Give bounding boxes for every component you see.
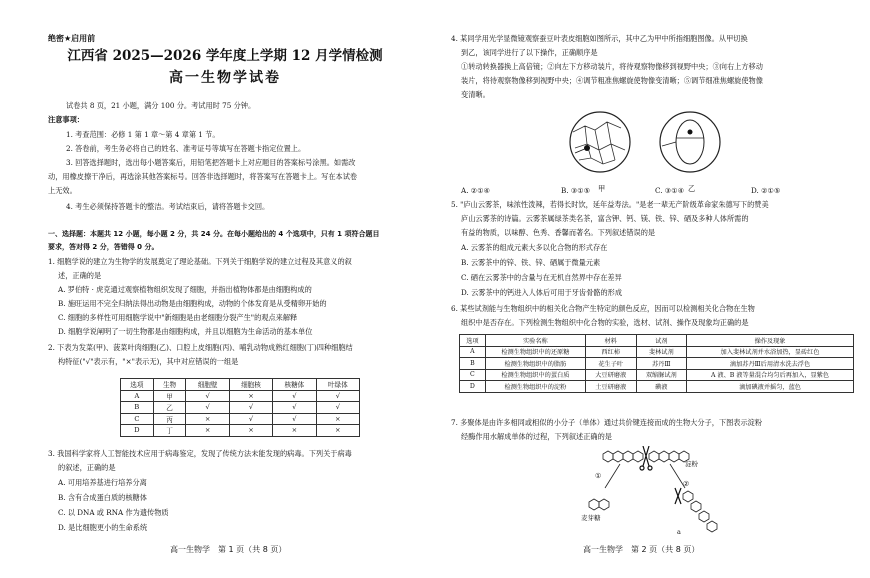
note-line: 4. 考生必须保持答题卡的整洁。考试结束后，请将答题卡交回。 <box>66 202 270 211</box>
table-cell: 乙 <box>153 402 186 414</box>
question-6-table <box>459 334 854 393</box>
question-1-stem: 1. 细胞学说的建立为生物学的发展奠定了理论基础。下列关于细胞学说的建立过程及其意义的叙 <box>48 257 352 266</box>
table-header: 试剂 <box>636 335 687 347</box>
table-cell: × <box>229 425 272 437</box>
table-cell: 滴加碘液并摇匀，蓝色 <box>687 381 854 393</box>
table-cell: 加入斐林试剂并水浴加热，显砖红色 <box>687 346 854 358</box>
figure-label-starch: 淀粉 <box>685 460 698 468</box>
question-3-stem: 3. 我国科学家将人工智能技术应用于病毒鉴定，发现了传统方法未能发现的病毒。下列关于病毒 <box>48 449 352 458</box>
table-cell: 土豆研磨液 <box>585 381 636 393</box>
table-cell: × <box>316 425 359 437</box>
question-6-stem: 组织中是否存在。下列检测生物组织中化合物的实验，选材、试剂、操作及现象均正确的是 <box>461 318 749 327</box>
secret-label: 绝密★启用前 <box>48 34 96 43</box>
table-cell: √ <box>229 402 272 414</box>
exam-info: 试卷共 8 页，21 小题，满分 100 分。考试用时 75 分钟。 <box>66 101 256 110</box>
table-cell: 检测生物组织中的淀粉 <box>485 381 585 393</box>
table-header: 材料 <box>585 335 636 347</box>
question-5-option-b: B. 云雾茶中的锌、铁、锌、硒属于微量元素 <box>461 258 601 267</box>
table-cell: 西红柿 <box>585 346 636 358</box>
table-cell: C <box>460 369 486 381</box>
table-row <box>460 358 854 370</box>
exam-subtitle: 高一生物学试卷 <box>169 70 281 86</box>
arrow-1 <box>605 464 620 488</box>
section-heading-cont: 要求，答对得 2 分，答错得 0 分。 <box>48 243 159 251</box>
question-1-option-d: D. 细胞学说阐明了一切生物都是由细胞构成，并且以细胞为生命活动的基本单位 <box>58 327 313 336</box>
question-7-stem: 经酶作用水解成单体的过程，下列叙述正确的是 <box>461 432 612 441</box>
question-6-stem: 6. 某些试剂能与生物组织中的相关化合物产生特定的颜色反应，因而可以检测相关化合物在生物 <box>451 304 755 313</box>
table-row <box>121 425 360 437</box>
figure-label-maltose: 麦芽糖 <box>581 514 601 522</box>
table-cell: B <box>460 358 486 370</box>
notes-heading: 注意事项： <box>48 115 84 124</box>
note-line: 上无效。 <box>48 186 77 195</box>
table-cell: √ <box>186 402 229 414</box>
table-row <box>121 390 360 402</box>
question-5-option-d: D. 云雾茶中的钙进入人体后可用于牙齿骨骼的形成 <box>461 288 623 297</box>
question-5-stem: 5. "庐山云雾茶，味浓性泼辣，若得长时饮，延年益寿法。"是老一辈无产阶级革命家朱德写下的赞美 <box>451 200 769 209</box>
question-4-stem: 4. 某同学用光学显微镜观察蚕豆叶表皮细胞如图所示，其中乙为甲中所指细胞图像。从甲切换 <box>451 34 748 43</box>
figure-label-1: ① <box>595 472 602 480</box>
table-cell: × <box>186 413 229 425</box>
question-4-stem: 装片，将待观察物像移到视野中央；④调节粗准焦螺旋使物像变清晰；⑤调节细准焦螺旋使物像 <box>461 76 763 85</box>
table-header: 生物 <box>153 379 186 391</box>
table-header: 操作及现象 <box>687 335 854 347</box>
maltose-units <box>589 491 717 532</box>
question-1-option-b: B. 施旺运用不完全归纳法得出动物是由细胞构成，动物的个体发育是从受精卵开始的 <box>58 299 327 308</box>
table-cell: 检测生物组织中的还原糖 <box>485 346 585 358</box>
question-4-option-a: A. ②①④ <box>461 186 491 195</box>
table-cell: × <box>186 425 229 437</box>
question-3-option-c: C. 以 DNA 或 RNA 作为遗传物质 <box>58 508 169 517</box>
note-line: 3. 回答选择题时，选出每小题答案后，用铅笔把答题卡上对应题目的答案标号涂黑。如需改 <box>66 158 356 167</box>
table-cell: D <box>460 381 486 393</box>
table-row <box>460 381 854 393</box>
page-footer: 高一生物学 第 1 页（共 8 页） <box>170 545 287 554</box>
field-of-view-jia <box>570 112 630 172</box>
question-5-stem: 有益的物质，以味醇、色秀、香馨而著名。下列叙述错误的是 <box>461 228 656 237</box>
scissors-icon <box>640 446 652 470</box>
table-header: 实验名称 <box>485 335 585 347</box>
question-7-stem: 7. 多聚体是由许多相同或相似的小分子（单体）通过共价键连接而成的生物大分子，下图表示淀粉 <box>451 418 763 427</box>
question-3-option-d: D. 是比细胞更小的生命系统 <box>58 523 148 532</box>
question-4-option-b: B. ③①⑤ <box>561 186 591 195</box>
question-5-option-c: C. 硒在云雾茶中的含量与在无机自然界中存在差异 <box>461 273 622 282</box>
question-2-table <box>120 378 360 437</box>
question-4-stem: 变清晰。 <box>461 90 490 99</box>
table-cell: √ <box>229 413 272 425</box>
question-5-stem: 庐山云雾茶的诗篇。云雾茶属绿茶类名茶，富含钾、钙、镁、铁、锌、硒及多种人体所需的 <box>461 214 749 223</box>
question-1-stem: 述，正确的是 <box>58 271 102 280</box>
table-cell: 花生子叶 <box>585 358 636 370</box>
question-2-stem: 构特征("√"表示有，"×"表示无)，其中对应错误的一组是 <box>58 357 239 366</box>
table-cell: × <box>316 413 359 425</box>
table-cell: 苏丹Ⅲ <box>636 358 687 370</box>
table-cell: √ <box>316 402 359 414</box>
field-of-view-yi <box>660 112 720 172</box>
table-header: 选项 <box>121 379 154 391</box>
exam-title: 江西省 2025—2026 学年度上学期 12 月学情检测 <box>67 48 383 64</box>
note-line: 1. 考查范围：必修 1 第 1 章～第 4 章第 1 节。 <box>66 130 220 139</box>
table-cell: A <box>121 390 154 402</box>
table-cell: √ <box>273 413 316 425</box>
table-cell: × <box>229 390 272 402</box>
question-4-option-c: C. ③①④ <box>655 186 685 195</box>
table-header: 选项 <box>460 335 486 347</box>
section-heading: 一、选择题：本题共 12 小题，每小题 2 分，共 24 分。在每小题给出的 4 个选项中，只有 1 项符合题目 <box>48 230 380 238</box>
table-cell: A 液、B 液等量混合均匀后再加入，显紫色 <box>687 369 854 381</box>
question-1-option-a: A. 罗伯特 · 虎克通过观察植物组织发现了细胞，并指出植物体都是由细胞构成的 <box>58 285 312 294</box>
table-cell: 丁 <box>153 425 186 437</box>
table-cell: D <box>121 425 154 437</box>
table-cell: √ <box>316 390 359 402</box>
table-cell: A <box>460 346 486 358</box>
table-cell: 滴加苏丹Ⅲ后用清水洗去浮色 <box>687 358 854 370</box>
question-3-option-b: B. 含有合成蛋白质的核糖体 <box>58 493 147 502</box>
table-cell: × <box>273 425 316 437</box>
question-3-option-a: A. 可用培养基进行培养分离 <box>58 478 147 487</box>
figure-label-2: ② <box>683 480 690 488</box>
starch-hydrolysis-figure <box>575 446 745 540</box>
table-cell: B <box>121 402 154 414</box>
table-header: 细胞核 <box>229 379 272 391</box>
table-cell: 碘液 <box>636 381 687 393</box>
table-cell: 甲 <box>153 390 186 402</box>
table-header: 核糖体 <box>273 379 316 391</box>
table-cell: 检测生物组织中的蛋白质 <box>485 369 585 381</box>
table-cell: 双缩脲试剂 <box>636 369 687 381</box>
table-cell: 检测生物组织中的脂肪 <box>485 358 585 370</box>
table-header: 叶绿体 <box>316 379 359 391</box>
table-cell: C <box>121 413 154 425</box>
table-row <box>460 369 854 381</box>
table-cell: √ <box>273 390 316 402</box>
note-line: 2. 答卷前，考生务必将自己的姓名、准考证号等填写在答题卡指定位置上。 <box>66 144 306 153</box>
question-1-option-c: C. 细胞的多样性可用细胞学说中"新细胞是由老细胞分裂产生"的观点来解释 <box>58 313 298 322</box>
microscope-figure <box>565 108 735 184</box>
table-header: 细胞壁 <box>186 379 229 391</box>
scissors-icon <box>675 488 681 504</box>
figure-label-a: a <box>677 528 681 536</box>
table-cell: 斐林试剂 <box>636 346 687 358</box>
table-cell: √ <box>273 402 316 414</box>
question-5-option-a: A. 云雾茶的组成元素大多以化合物的形式存在 <box>461 243 608 252</box>
exam-page-2 <box>435 0 870 578</box>
page-footer: 高一生物学 第 2 页（共 8 页） <box>583 545 700 554</box>
figure-label-jia: 甲 <box>598 184 606 193</box>
table-row <box>460 346 854 358</box>
question-4-stem: ①转动转换器换上高倍镜；②向左下方移动装片，将待观察物像移到视野中央；③向右上方移动 <box>461 62 763 71</box>
table-row <box>121 413 360 425</box>
table-row <box>121 402 360 414</box>
table-cell: √ <box>186 390 229 402</box>
question-3-stem: 的叙述，正确的是 <box>58 463 116 472</box>
question-2-stem: 2. 下表为发菜(甲)、菠菜叶肉细胞(乙)、口腔上皮细胞(丙)、哺乳动物成熟红细胞(丁)四种细胞结 <box>48 343 353 352</box>
table-cell: 丙 <box>153 413 186 425</box>
note-line: 动，用橡皮擦干净后，再选涂其他答案标号。回答非选择题时，将答案写在答题卡上。写在本试卷 <box>48 172 358 181</box>
figure-label-yi: 乙 <box>688 184 696 193</box>
table-cell: 大豆研磨液 <box>585 369 636 381</box>
question-4-option-d: D. ②①⑤ <box>751 186 781 195</box>
question-4-stem: 到乙，该同学进行了以下操作，正确顺序是 <box>461 48 598 57</box>
